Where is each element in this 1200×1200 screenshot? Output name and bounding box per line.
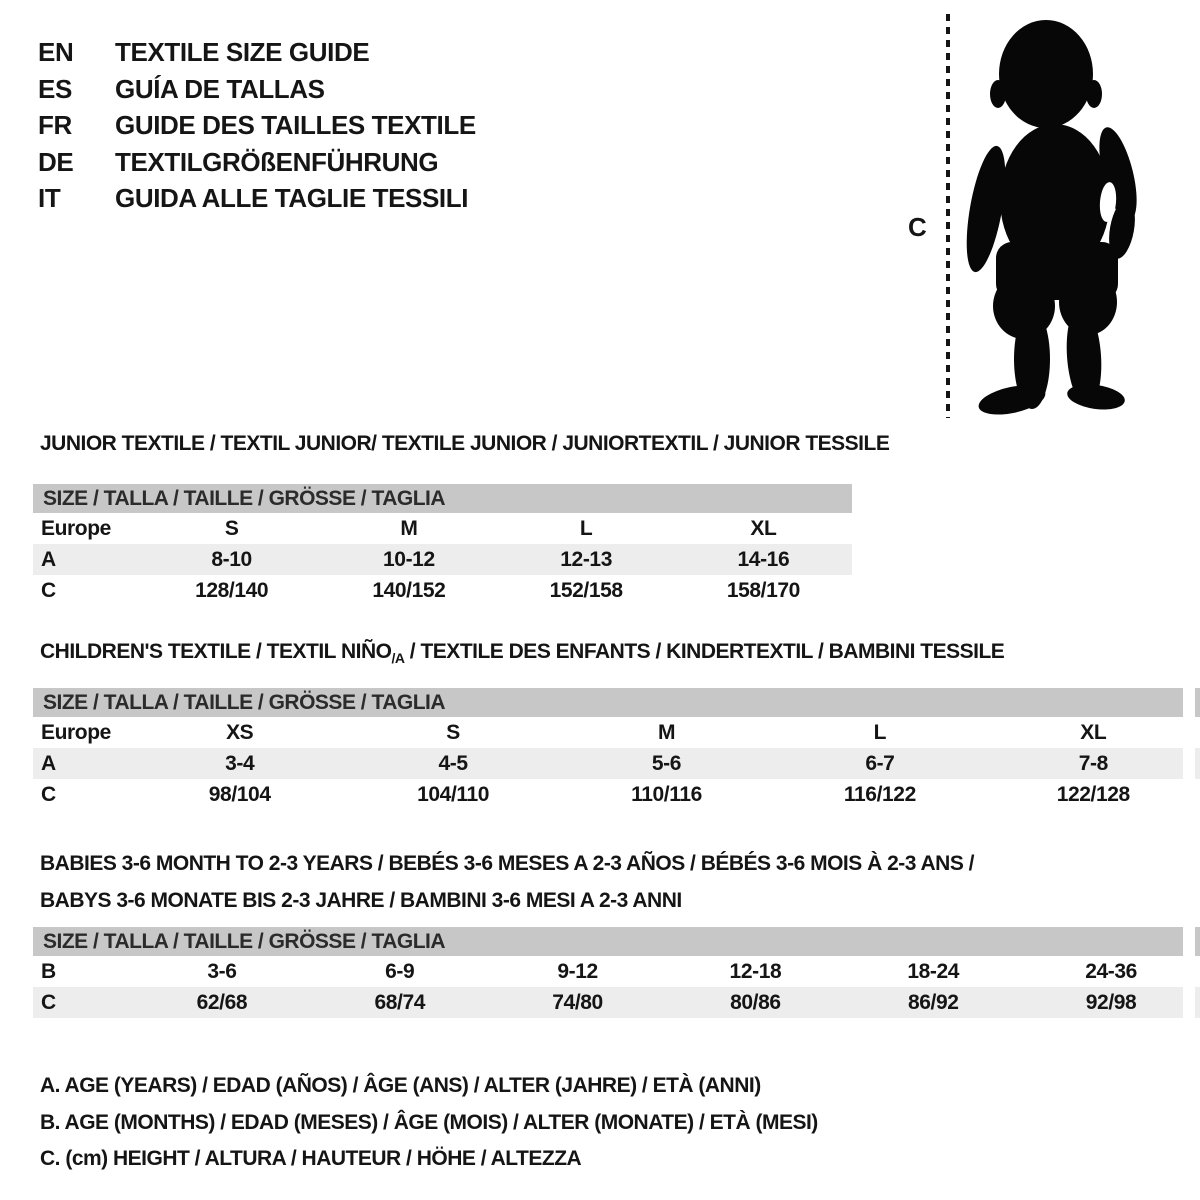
section-title-text: / TEXTILE DES ENFANTS / KINDERTEXTIL / BAMBINI TESSILE [404, 640, 1005, 663]
measure-legend [40, 1068, 818, 1178]
language-row-de [38, 144, 476, 181]
size-cell: 128/140 [195, 578, 269, 602]
size-cell: 68/74 [374, 990, 426, 1014]
language-row-it [38, 180, 476, 217]
row-label: C [41, 578, 56, 602]
size-cell: 86/92 [907, 990, 959, 1014]
size-cell: 18-24 [907, 959, 960, 983]
size-header-bar: SIZE / TALLA / TAILLE / GRÖSSE / TAGLIA [33, 688, 1200, 717]
language-row-es [38, 71, 476, 108]
size-cell: 98/104 [208, 782, 271, 806]
size-cell: S [224, 516, 239, 540]
language-label: GUÍA DE TALLAS [115, 73, 325, 104]
size-cell: M [400, 516, 418, 540]
row-label: Europe [41, 720, 111, 744]
size-cell: 3-6 [207, 959, 237, 983]
height-measure-dashed-line [946, 14, 950, 418]
size-cell: 104/110 [417, 782, 490, 806]
size-cell: 92/98 [1085, 990, 1137, 1014]
table-row-age [33, 748, 1200, 779]
row-label: B [41, 959, 56, 983]
language-code: ES [38, 73, 72, 104]
table-row-europe [33, 513, 852, 544]
baby-silhouette-icon [960, 14, 1140, 420]
size-cell: 6-7 [865, 751, 895, 775]
section-title-line1: BABIES 3-6 MONTH TO 2-3 YEARS / BEBÉS 3-6 MESES A 2-3 AÑOS / BÉBÉS 3-6 MOIS À 2-3 ANS / [40, 852, 975, 875]
size-cell: L [873, 720, 887, 744]
section-title-text: CHILDREN'S TEXTILE / TEXTIL NIÑO [40, 640, 392, 663]
size-cell: M [657, 720, 676, 744]
right-edge-gutter [1183, 686, 1195, 1028]
language-header [38, 34, 476, 217]
language-code: DE [38, 146, 74, 177]
size-cell: 110/116 [631, 782, 702, 806]
size-cell: 14-16 [737, 547, 790, 571]
table-row-height [33, 779, 1200, 810]
legend-line-a: A. AGE (YEARS) / EDAD (AÑOS) / ÂGE (ANS) / ALTER (JAHRE) / ETÀ (ANNI) [40, 1074, 761, 1097]
size-cell: XS [226, 720, 254, 744]
language-label: TEXTILGRÖßENFÜHRUNG [115, 146, 439, 177]
height-measure-label: C [908, 212, 927, 242]
size-cell: XL [1080, 720, 1107, 744]
size-cell: 80/86 [730, 990, 781, 1014]
table-row-height [33, 575, 852, 606]
language-code: IT [38, 183, 61, 213]
row-label: Europe [41, 516, 111, 540]
section-title-line2: BABYS 3-6 MONATE BIS 2-3 JAHRE / BAMBINI 3-6 MESI A 2-3 ANNI [40, 888, 682, 912]
language-label: GUIDE DES TAILLES TEXTILE [115, 110, 476, 140]
babies-size-table [33, 927, 1200, 1018]
table-row-age [33, 544, 852, 575]
size-cell: 62/68 [196, 990, 248, 1014]
size-header-bar: SIZE / TALLA / TAILLE / GRÖSSE / TAGLIA [33, 484, 852, 513]
size-cell: 158/170 [726, 578, 800, 602]
section-title-junior: JUNIOR TEXTILE / TEXTIL JUNIOR/ TEXTILE JUNIOR / JUNIORTEXTIL / JUNIOR TESSILE [40, 432, 890, 455]
language-label: TEXTILE SIZE GUIDE [115, 37, 370, 67]
language-code: EN [38, 37, 74, 67]
row-label: A [41, 547, 56, 571]
row-label: C [41, 782, 56, 806]
language-row-en [38, 34, 476, 71]
size-cell: 12-13 [560, 547, 612, 571]
size-header-bar: SIZE / TALLA / TAILLE / GRÖSSE / TAGLIA [33, 927, 1200, 956]
size-cell: 9-12 [557, 959, 598, 983]
size-cell: 122/128 [1056, 782, 1130, 806]
language-label: GUIDA ALLE TAGLIE TESSILI [115, 183, 469, 213]
size-cell: 74/80 [552, 990, 603, 1014]
size-cell: 12-18 [729, 959, 782, 983]
size-cell: 7-8 [1078, 751, 1108, 775]
size-cell: 140/152 [372, 578, 446, 602]
size-cell: L [579, 516, 593, 540]
section-title-babies [40, 846, 974, 919]
legend-line-b: B. AGE (MONTHS) / EDAD (MESES) / ÂGE (MOIS) / ALTER (MONATE) / ETÀ (MESI) [40, 1110, 818, 1134]
table-row-height [33, 987, 1200, 1018]
table-row-europe [33, 717, 1200, 748]
size-cell: 4-5 [438, 751, 468, 775]
size-cell: S [446, 720, 460, 744]
row-label: C [41, 990, 56, 1014]
section-title-subscript: /A [391, 650, 405, 666]
size-cell: 5-6 [651, 751, 682, 775]
table-row-months [33, 956, 1200, 987]
size-cell: 152/158 [549, 578, 623, 602]
section-title-children [40, 640, 1004, 670]
size-cell: 6-9 [385, 959, 415, 983]
children-size-table [33, 688, 1200, 810]
size-cell: 24-36 [1085, 959, 1137, 983]
size-cell: 116/122 [843, 782, 916, 806]
legend-line-c: C. (cm) HEIGHT / ALTURA / HAUTEUR / HÖHE / ALTEZZA [40, 1147, 582, 1170]
language-code: FR [38, 110, 72, 140]
size-cell: 10-12 [383, 547, 435, 571]
row-label: A [41, 751, 56, 775]
size-cell: 3-4 [225, 751, 255, 775]
size-cell: 8-10 [211, 547, 252, 571]
junior-size-table [33, 484, 852, 606]
language-row-fr [38, 107, 476, 144]
size-cell: XL [750, 516, 777, 540]
